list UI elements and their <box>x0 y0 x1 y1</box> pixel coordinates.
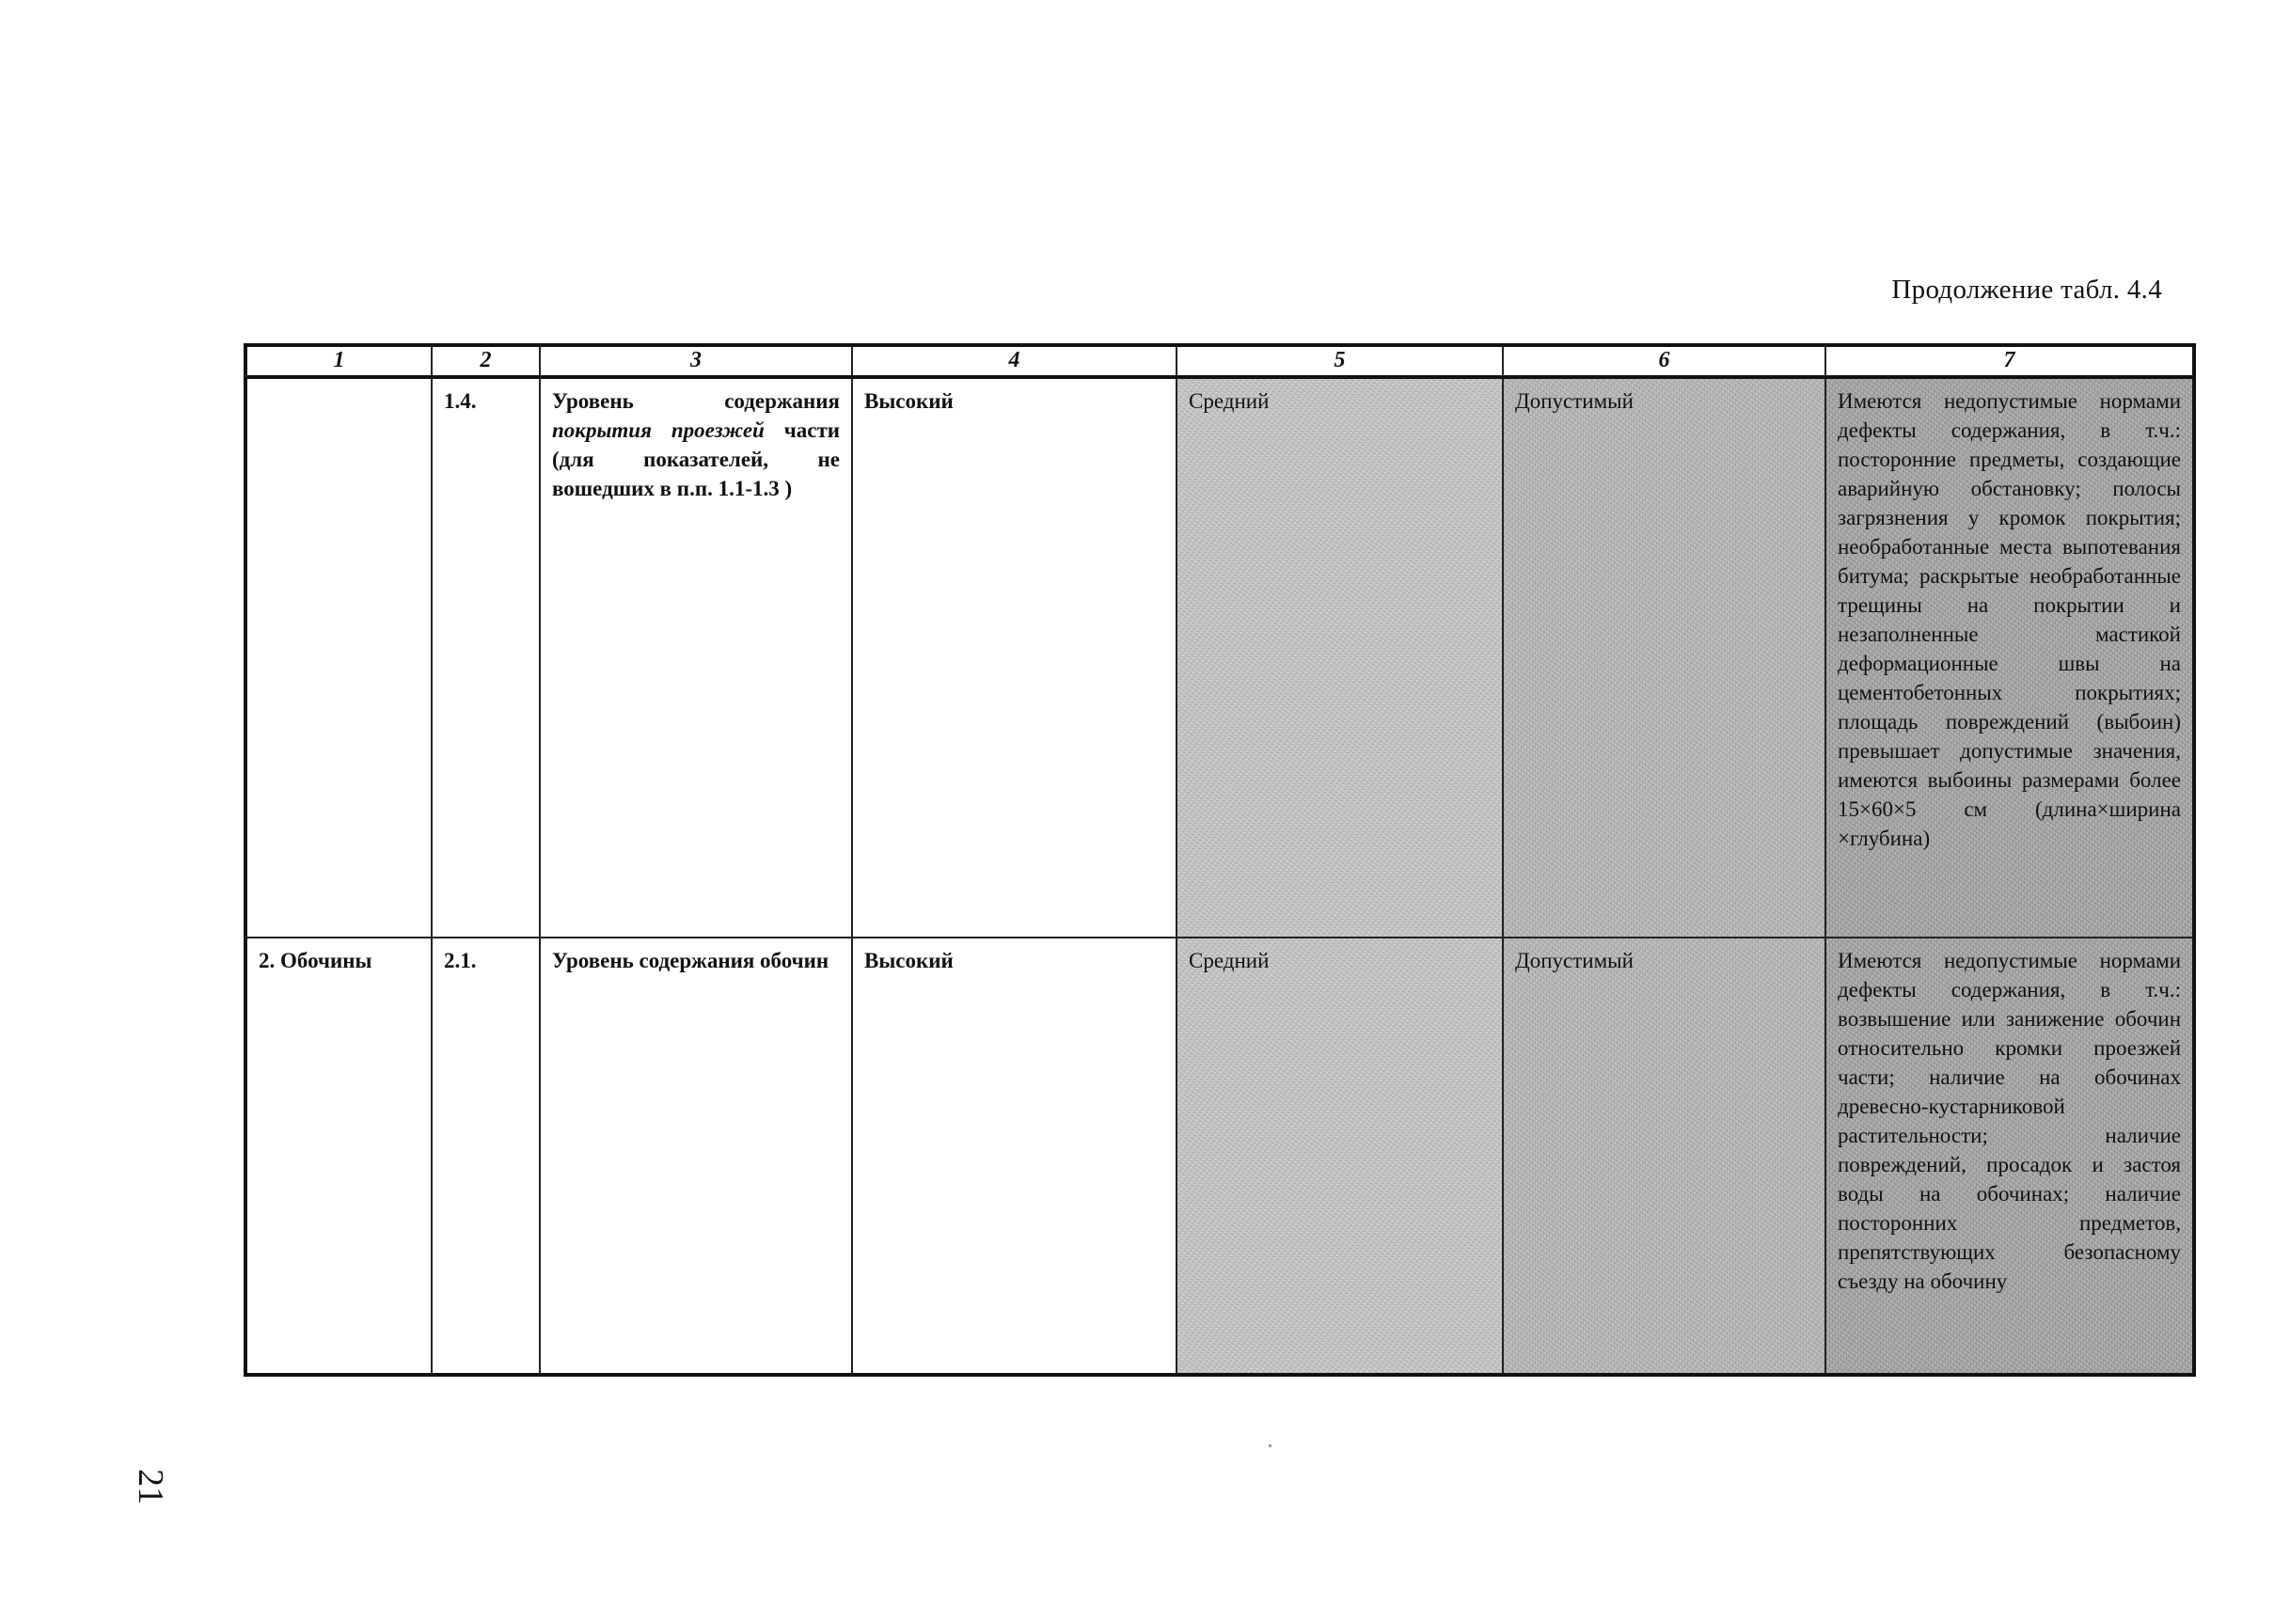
header-col-2: 2 <box>432 345 540 377</box>
indicator-text-rest: части (для показателей, не вошедших в п.п. 1.1-1.3 ) <box>552 418 841 500</box>
cell-indicator <box>540 938 852 1375</box>
scan-speck <box>1269 1444 1271 1447</box>
indicator-text: Уровень содержания <box>552 389 840 413</box>
header-col-4: 4 <box>852 345 1177 377</box>
cell-level-medium: Средний <box>1177 377 1503 938</box>
cell-level-acceptable: Допустимый <box>1503 938 1825 1375</box>
cell-level-high: Высокий <box>852 938 1177 1375</box>
header-col-7: 7 <box>1825 345 2194 377</box>
cell-item-number: 1.4. <box>432 377 540 938</box>
cell-defects-description: Имеются недопустимые нормами дефекты содержания, в т.ч.: посторонние предметы, создающие аварийную обстановку; полосы загрязнения у кромок покрытия; необработанные места выпотевания битума; раскрытые необработанные трещины на покрытии и незаполненные мастикой деформационные швы на цементобетонных покрытиях; площадь повреждений (выбоин) превышает допустимые значения, имеются выбоины размерами более 15×60×5 см (длина×ширина ×глубина) <box>1825 377 2194 938</box>
cell-level-acceptable: Допустимый <box>1503 377 1825 938</box>
defects-table <box>244 343 2196 1377</box>
header-col-6: 6 <box>1503 345 1825 377</box>
cell-defects-description: Имеются недопустимые нормами дефекты содержания, в т.ч.: возвышение или занижение обочин относительно кромки проезжей части; наличие на обочинах древесно-кустарниковой растительности; наличие повреждений, просадок и застоя воды на обочинах; наличие посторонних предметов, препятствующих безопасному съезду на обочину <box>1825 938 2194 1375</box>
header-col-5: 5 <box>1177 345 1503 377</box>
cell-section <box>245 377 432 938</box>
header-row <box>245 345 2194 377</box>
indicator-text: Уровень содержания обочин <box>552 949 829 972</box>
cell-section: 2. Обочины <box>245 938 432 1375</box>
cell-level-high: Высокий <box>852 377 1177 938</box>
indicator-text-italic: покрытия проезжей <box>552 418 765 442</box>
table-continuation-caption: Продолжение табл. 4.4 <box>1891 275 2162 305</box>
cell-item-number: 2.1. <box>432 938 540 1375</box>
cell-level-medium: Средний <box>1177 938 1503 1375</box>
header-col-1: 1 <box>245 345 432 377</box>
cell-indicator <box>540 377 852 938</box>
table-row <box>245 377 2194 938</box>
page-number: 21 <box>131 1469 170 1505</box>
table-row <box>245 938 2194 1375</box>
header-col-3: 3 <box>540 345 852 377</box>
